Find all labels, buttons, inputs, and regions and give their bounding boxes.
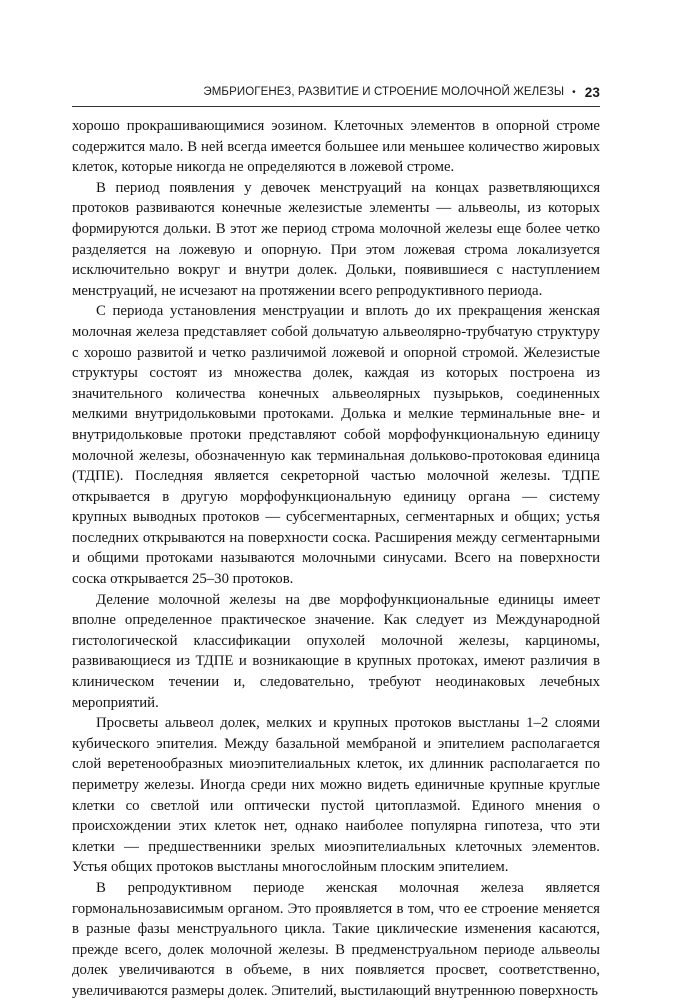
header-rule (72, 106, 600, 107)
bullet-separator: • (572, 86, 576, 98)
paragraph-1: хорошо прокрашивающимися эозином. Клеточных элементов в опорной строме содержится мало. В ней всегда имеется большее или меньшее количество жировых клеток, которые никогда не определяются в ложевой строме. (72, 118, 600, 176)
body-text (72, 116, 600, 1002)
paragraph-5: Просветы альвеол долек, мелких и крупных протоков выстланы 1–2 слоями кубического эпителия. Между базальной мембраной и эпителием располагается слой веретенообразных миоэпителиальных клеток, их длинник располагается по периметру железы. Иногда среди них можно видеть единичные крупные круглые клетки со светлой или оптически пустой цитоплазмой. Единого мнения о происхождении этих клеток нет, однако наиболее популярна гипотеза, что эти клетки — предшественники зрелых миоэпителиальных клеточных элементов. Устья общих протоков выстланы многослойным плоским эпителием. (72, 715, 600, 876)
paragraph-2: В период появления у девочек менструаций на концах разветвляющихся протоков развиваются конечные железистые элементы — альвеолы, из которых формируются дольки. В этот же период строма молочной железы еще более четко разделяется на ложевую и опорную. При этом ложевая строма локализуется исключительно вокруг и внутри долек. Дольки, появившиеся с наступлением менструаций, не исчезают на протяжении всего репродуктивного периода. (72, 179, 600, 299)
paragraph-6: В репродуктивном периоде женская молочная железа является гормональнозависимым органом. Это проявляется в том, что ее строение меняется в разные фазы менструального цикла. Такие циклические изменения касаются, прежде всего, долек молочной железы. В предменструальном периоде альвеолы долек увеличиваются в объеме, в них появляется просвет, соответственно, увеличиваются размеры долек. Эпителий, выстилающий внутреннюю поверхность (72, 879, 600, 999)
chapter-title: ЭМБРИОГЕНЕЗ, РАЗВИТИЕ И СТРОЕНИЕ МОЛОЧНОЙ ЖЕЛЕЗЫ (203, 86, 565, 98)
paragraph-3: С периода установления менструации и вплоть до их прекращения женская молочная железа представляет собой дольчатую альвеолярно-трубчатую структуру с хорошо развитой и четко различимой ложевой и опорной стромой. Железистые структуры состоят из множества долек, каждая из которых построена из значительного количества конечных альвеолярных пузырьков, соединенных мелкими внутридольковыми протоками. Долька и мелкие терминальные вне- и внутридольковые протоки представляют собой морфофункциональную единицу молочной железы, обозначенную как терминальная дольково-протоковая единица (ТДПЕ). Последняя является секреторной частью молочной железы. ТДПЕ открывается в другую морфофункциональную единицу органа — систему крупных выводных протоков — субсегментарных, сегментарных и общих; устья последних открываются на поверхности соска. Расширения между сегментарными и общими протоками называются молочными синусами. Всего на поверхности соска открывается 25–30 протоков. (72, 303, 600, 588)
running-header (72, 80, 600, 104)
page-number: 23 (584, 84, 600, 100)
paragraph-4: Деление молочной железы на две морфофункциональные единицы имеет вполне определенное практическое значение. Как следует из Международной гистологической классификации опухолей молочной железы, карциномы, развивающиеся из ТДПЕ и возникающие в крупных протоках, имеют различия в клиническом течении и, следовательно, требуют неодинаковых лечебных мероприятий. (72, 591, 600, 711)
